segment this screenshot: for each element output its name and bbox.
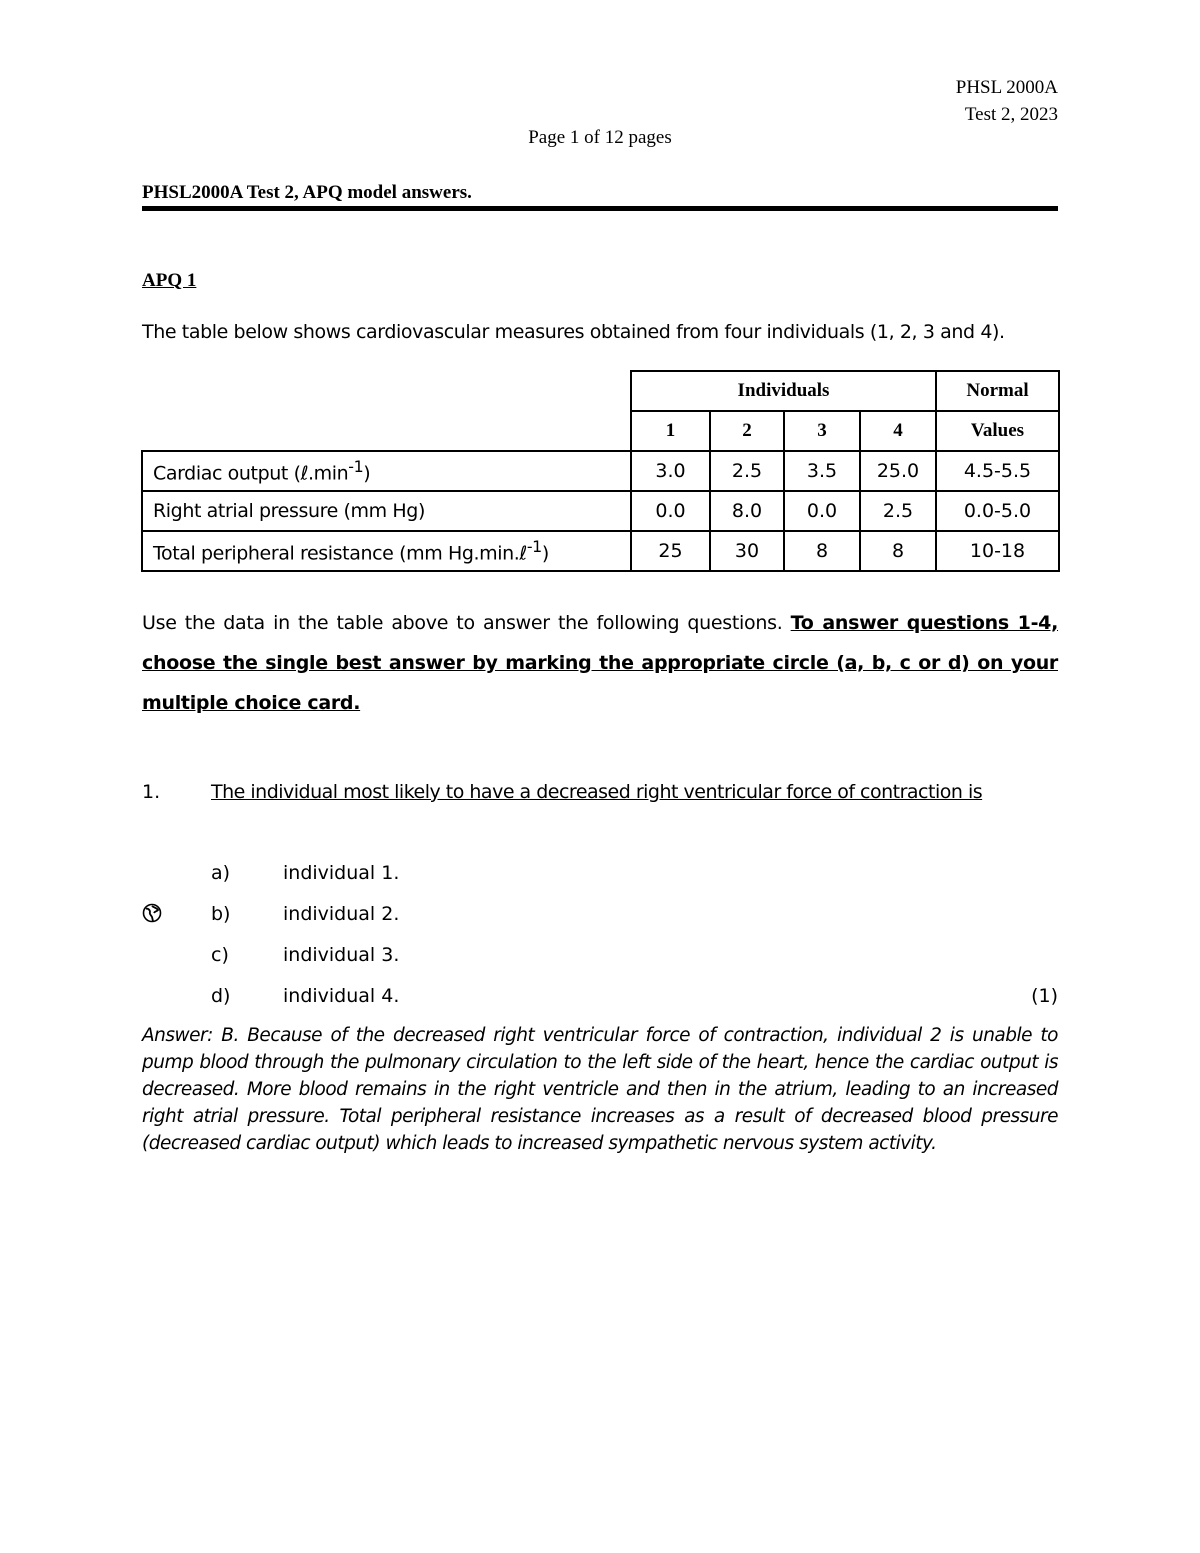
document-title: PHSL2000A Test 2, APQ model answers. <box>142 182 472 203</box>
normal-value: 10-18 <box>936 531 1059 571</box>
table-cell: 2.5 <box>710 451 784 491</box>
test-label: Test 2, 2023 <box>964 104 1058 125</box>
model-answer: Answer: B. Because of the decreased right ventricular force of contraction, individual 2 is unable to pump blood through the pulmonary circulation to the left side of the heart, hence the cardiac output is decreased. More blood remains in the right ventricle and then in the atrium, leading to an increased right atrial pressure. Total peripheral resistance increases as a result of decreased blood pressure (decreased cardiac output) which leads to increased sympathetic nervous system activity. <box>142 1025 1058 1154</box>
section-heading: APQ 1 <box>142 270 197 291</box>
table-cell: 30 <box>710 531 784 571</box>
title-rule <box>142 206 1058 211</box>
table-cell: 2.5 <box>860 491 936 531</box>
table-cell: 25 <box>631 531 710 571</box>
row-label: Right atrial pressure (mm Hg) <box>142 491 631 531</box>
instructions-bold: To answer questions 1-4, choose the single best answer by marking the appropriate circle (a, b, c or d) on your multiple choice card. <box>142 612 1059 714</box>
values-header: Values <box>936 411 1059 451</box>
table-cell: 8 <box>784 531 860 571</box>
question-text: The individual most likely to have a decreased right ventricular force of contraction is <box>211 781 983 803</box>
table-cell: 0.0 <box>631 491 710 531</box>
option-letter-b: b) <box>211 903 231 925</box>
normal-header: Normal <box>936 371 1059 411</box>
table-cell: 3.5 <box>784 451 860 491</box>
document-header <box>956 74 1058 128</box>
column-header: 4 <box>860 411 936 451</box>
column-header: 1 <box>631 411 710 451</box>
normal-value: 4.5-5.5 <box>936 451 1059 491</box>
instructions-plain: Use the data in the table above to answer the following questions. <box>142 612 791 634</box>
option-text-c: individual 3. <box>283 944 400 966</box>
table-cell: 8 <box>860 531 936 571</box>
column-header: 3 <box>784 411 860 451</box>
page-number: Page 1 of 12 pages <box>528 127 672 148</box>
cardiovascular-table <box>141 370 1060 572</box>
intro-text: The table below shows cardiovascular measures obtained from four individuals (1, 2, 3 and 4). <box>142 321 1005 343</box>
option-text-b: individual 2. <box>283 903 400 925</box>
row-label: Cardiac output $(\ell.\min^{-1})$ <box>142 451 631 491</box>
table-row <box>142 451 1059 491</box>
individuals-header: Individuals <box>631 371 936 411</box>
table-cell: 8.0 <box>710 491 784 531</box>
option-letter-d: d) <box>211 985 231 1007</box>
marks-value: (1) <box>1031 985 1058 1007</box>
option-letter-c: c) <box>211 944 229 966</box>
pencil-mark-icon <box>142 903 162 923</box>
row-label: Total peripheral resistance (mm Hg.min.ℓ$^{-1}$) <box>142 531 631 571</box>
question-number: 1. <box>142 781 161 803</box>
table-cell: 25.0 <box>860 451 936 491</box>
table-row <box>142 531 1059 571</box>
option-text-a: individual 1. <box>283 862 400 884</box>
instructions <box>142 603 1058 723</box>
table-row <box>142 491 1059 531</box>
normal-value: 0.0-5.0 <box>936 491 1059 531</box>
option-letter-a: a) <box>211 862 231 884</box>
table-corner <box>142 371 631 451</box>
course-code: PHSL 2000A <box>955 77 1058 98</box>
table-cell: 0.0 <box>784 491 860 531</box>
option-text-d: individual 4. <box>283 985 400 1007</box>
column-header: 2 <box>710 411 784 451</box>
table-cell: 3.0 <box>631 451 710 491</box>
